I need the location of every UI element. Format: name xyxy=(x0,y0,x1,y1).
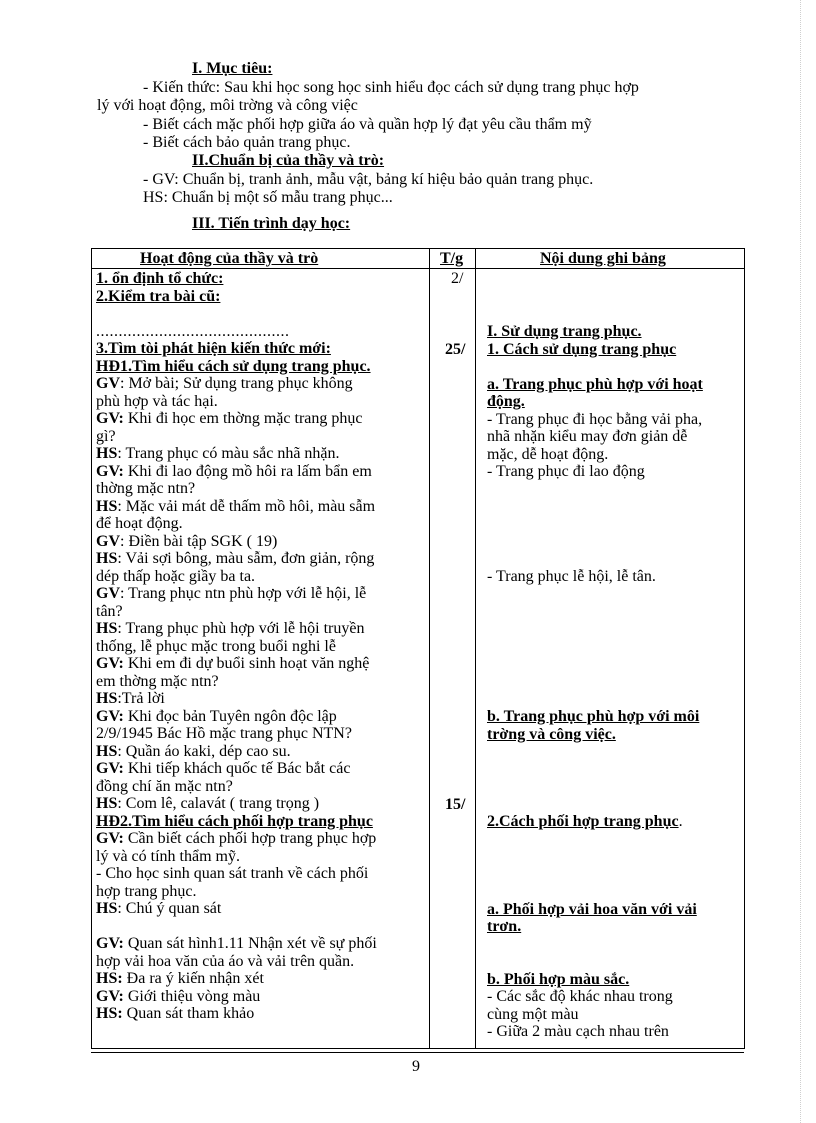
speaker-label: HS xyxy=(96,690,118,707)
column-header-content: Nội dung ghi bảng xyxy=(540,250,666,267)
blank-line xyxy=(487,358,741,376)
activity-text: hợp vải hoa văn của áo và vải trên quần. xyxy=(96,952,355,970)
activity-line xyxy=(96,655,426,673)
table-bottom-line-double xyxy=(91,1052,744,1053)
activity-column xyxy=(96,270,426,1023)
speaker-label: GV: xyxy=(96,987,124,1005)
content-line xyxy=(487,726,741,744)
objective-line: - Biết cách bảo quản trang phục. xyxy=(143,134,351,151)
activity-line xyxy=(96,428,426,446)
activity-line xyxy=(96,1005,426,1023)
speaker-label: HS xyxy=(96,620,118,637)
content-line xyxy=(487,463,741,481)
page-number: 9 xyxy=(412,1058,420,1075)
activity-text: : Điền bài tập SGK ( 19) xyxy=(120,532,278,550)
speaker-label: HS xyxy=(96,742,118,760)
activity-text: Giới thiệu vòng màu xyxy=(123,987,261,1005)
blank-line xyxy=(487,796,741,814)
activity-line xyxy=(96,463,426,481)
activity-line xyxy=(96,270,426,288)
blank-line xyxy=(487,516,741,534)
speaker-label: HS xyxy=(96,795,118,812)
content-line xyxy=(487,708,741,726)
activity-text: Khi đi lao động mồ hôi ra lấm bẩn em xyxy=(123,462,372,480)
activity-line xyxy=(96,690,426,708)
speaker-label: HS: xyxy=(96,1005,123,1022)
time-value: 2/ xyxy=(451,270,464,287)
blank-line xyxy=(487,883,741,901)
content-text: 2.Cách phối hợp trang phục xyxy=(487,813,679,830)
activity-line xyxy=(96,340,426,358)
activity-line xyxy=(96,883,426,901)
speaker-label: GV: xyxy=(96,760,124,777)
speaker-label: GV: xyxy=(96,410,124,427)
activity-text: 2.Kiểm tra bài cũ: xyxy=(96,287,221,305)
blank-line xyxy=(487,866,741,884)
activity-line xyxy=(96,375,426,393)
content-text: - Trang phục lễ hội, lễ tân. xyxy=(487,568,656,585)
activity-text: hợp trang phục. xyxy=(96,882,197,900)
activity-text: HĐ1.Tìm hiểu cách sử dụng trang phục. xyxy=(96,357,371,375)
content-line xyxy=(487,323,741,341)
content-text: a. Phối hợp vải hoa văn với vải xyxy=(487,900,697,918)
activity-line xyxy=(96,988,426,1006)
activity-text: :Trả lời xyxy=(117,690,165,707)
activity-text: : Trang phục phù hợp với lễ hội truyền xyxy=(117,620,365,637)
activity-line xyxy=(96,550,426,568)
content-text: trờng và công việc. xyxy=(487,725,616,743)
content-line xyxy=(487,446,741,464)
objective-line: lý với hoạt động, môi trờng và công việc xyxy=(97,97,358,114)
content-text: nhã nhặn kiểu may đơn giản dễ xyxy=(487,428,688,445)
speaker-label: HS: xyxy=(96,970,123,987)
blank-line xyxy=(487,848,741,866)
activity-text: thờng mặc ntn? xyxy=(96,480,196,497)
section1-title: I. Mục tiêu: xyxy=(192,60,273,77)
column-divider xyxy=(429,248,430,1048)
blank-line xyxy=(487,603,741,621)
speaker-label: HS xyxy=(96,550,118,567)
blank-line xyxy=(487,691,741,709)
activity-text: HĐ2.Tìm hiểu cách phối hợp trang phục xyxy=(96,812,373,830)
activity-line xyxy=(96,830,426,848)
speaker-label: HS xyxy=(96,445,118,462)
activity-line xyxy=(96,795,426,813)
table-bottom-line xyxy=(91,1048,744,1049)
activity-line xyxy=(96,603,426,621)
content-line xyxy=(487,411,741,429)
content-line xyxy=(487,376,741,394)
speaker-label: GV: xyxy=(96,707,124,725)
activity-line xyxy=(96,708,426,726)
activity-line xyxy=(96,585,426,603)
speaker-label: GV: xyxy=(96,462,124,480)
column-divider xyxy=(475,248,476,1048)
activity-text: ........................................... xyxy=(96,322,290,340)
section2-title: II.Chuẩn bị của thầy và trò: xyxy=(192,152,385,169)
activity-line xyxy=(96,445,426,463)
activity-line xyxy=(96,778,426,796)
blank-line xyxy=(487,656,741,674)
blank-line xyxy=(487,778,741,796)
activity-text: : Mở bài; Sử dụng trang phục không xyxy=(120,375,353,392)
speaker-label: HS xyxy=(96,497,118,515)
activity-line xyxy=(96,673,426,691)
activity-line xyxy=(96,900,426,918)
blank-line xyxy=(487,533,741,551)
content-text: a. Trang phục phù hợp với hoạt xyxy=(487,375,703,393)
content-text: b. Trang phục phù hợp với môi xyxy=(487,708,700,725)
activity-text: Quan sát tham khảo xyxy=(122,1005,255,1022)
activity-text: 1. ổn định tổ chức: xyxy=(96,270,224,287)
activity-text: - Cho học sinh quan sát tranh về cách phối xyxy=(96,865,369,882)
time-value: 25/ xyxy=(445,341,466,358)
activity-line xyxy=(96,568,426,586)
blank-line xyxy=(487,743,741,761)
content-line xyxy=(487,1023,741,1041)
content-text: b. Phối hợp màu sắc. xyxy=(487,970,630,988)
blank-line xyxy=(487,761,741,779)
content-line xyxy=(487,341,741,359)
blank-line xyxy=(487,831,741,849)
activity-text: Khi đọc bản Tuyên ngôn độc lập xyxy=(123,707,337,725)
activity-text: Khi đi học em thờng mặc trang phục xyxy=(123,410,363,427)
speaker-label: GV: xyxy=(96,830,124,847)
speaker-label: GV xyxy=(96,532,120,550)
objective-line: - Kiến thức: Sau khi học song học sinh hiểu đọc cách sử dụng trang phục hợp xyxy=(143,79,639,96)
blank-line xyxy=(96,918,426,936)
preparation-line: HS: Chuẩn bị một số mẫu trang phục... xyxy=(143,189,393,206)
activity-line xyxy=(96,480,426,498)
content-text: - Trang phục đi học bằng vải pha, xyxy=(487,410,703,428)
activity-text: : Com lê, calavát ( trang trọng ) xyxy=(117,795,320,812)
activity-text: : Trang phục có màu sắc nhã nhặn. xyxy=(117,445,340,462)
activity-text: lý và có tính thẩm mỹ. xyxy=(96,847,240,865)
section3-title: III. Tiến trình dạy học: xyxy=(192,215,351,232)
preparation-line: - GV: Chuẩn bị, tranh ảnh, mẫu vật, bảng kí hiệu bảo quản trang phục. xyxy=(143,171,594,188)
activity-line xyxy=(96,848,426,866)
blank-line xyxy=(487,621,741,639)
activity-line xyxy=(96,725,426,743)
activity-line xyxy=(96,743,426,761)
activity-text: : Vải sợi bông, màu sẫm, đơn giản, rộng xyxy=(117,550,375,567)
activity-line xyxy=(96,498,426,516)
blank-line xyxy=(487,673,741,691)
activity-line xyxy=(96,620,426,638)
activity-text: : Quần áo kaki, dép cao su. xyxy=(117,742,291,760)
blank-line xyxy=(487,481,741,499)
activity-line xyxy=(96,515,426,533)
activity-text: đồng chí ăn mặc ntn? xyxy=(96,777,233,795)
activity-text: phù hợp và tác hại. xyxy=(96,392,218,410)
blank-line xyxy=(487,638,741,656)
activity-line xyxy=(96,393,426,411)
content-line xyxy=(487,813,741,831)
activity-line xyxy=(96,935,426,953)
content-text: cùng một màu xyxy=(487,1005,579,1023)
content-line xyxy=(487,988,741,1006)
activity-line xyxy=(96,970,426,988)
content-line xyxy=(487,428,741,446)
activity-text: Khi tiếp khách quốc tế Bác bắt các xyxy=(123,760,351,777)
activity-text: : Trang phục ntn phù hợp với lễ hội, lễ xyxy=(120,585,367,602)
content-line xyxy=(487,971,741,989)
speaker-label: GV xyxy=(96,585,120,602)
blank-line xyxy=(487,551,741,569)
content-line xyxy=(487,1006,741,1024)
activity-line xyxy=(96,410,426,428)
activity-line xyxy=(96,953,426,971)
activity-text: Quan sát hình1.11 Nhận xét về sự phối xyxy=(123,935,377,952)
activity-text: : Mặc vải mát dễ thấm mồ hôi, màu sẫm xyxy=(117,497,376,515)
content-line xyxy=(487,568,741,586)
blank-line xyxy=(487,586,741,604)
content-line xyxy=(487,918,741,936)
speaker-label: GV: xyxy=(96,935,124,952)
activity-text: tân? xyxy=(96,602,123,620)
speaker-label: GV xyxy=(96,375,120,392)
activity-text: dép thấp hoặc giầy ba ta. xyxy=(96,567,256,585)
speaker-label: HS xyxy=(96,900,118,917)
activity-text: Khi em đi dự buổi sinh hoạt văn nghệ xyxy=(123,655,370,672)
activity-line xyxy=(96,358,426,376)
blank-line xyxy=(487,953,741,971)
activity-text: Đa ra ý kiến nhận xét xyxy=(122,970,264,987)
content-text: I. Sử dụng trang phục. xyxy=(487,323,642,340)
blank-line xyxy=(487,498,741,516)
activity-text: : Chú ý quan sát xyxy=(117,900,222,917)
column-header-time: T/g xyxy=(440,250,464,267)
content-text: - Giữa 2 màu cạch nhau trên xyxy=(487,1023,669,1040)
activity-line xyxy=(96,638,426,656)
content-text: động. xyxy=(487,393,525,410)
content-line xyxy=(487,901,741,919)
blank-line xyxy=(96,305,426,323)
activity-line xyxy=(96,760,426,778)
content-text: mặc, dễ hoạt động. xyxy=(487,445,609,463)
content-text: - Các sắc độ khác nhau trong xyxy=(487,988,673,1005)
activity-line xyxy=(96,533,426,551)
objective-line: - Biết cách mặc phối hợp giữa áo và quần hợp lý đạt yêu cầu thẩm mỹ xyxy=(143,116,592,133)
content-text: 1. Cách sử dụng trang phục xyxy=(487,340,677,358)
activity-text: thống, lễ phục mặc trong buổi nghi lễ xyxy=(96,637,336,655)
content-text: - Trang phục đi lao động xyxy=(487,463,645,480)
activity-line xyxy=(96,865,426,883)
activity-text: em thờng mặc ntn? xyxy=(96,672,219,690)
activity-text: Cần biết cách phối hợp trang phục hợp xyxy=(123,830,377,847)
content-line xyxy=(487,393,741,411)
column-header-activity: Hoạt động của thầy và trò xyxy=(140,250,319,267)
header-row-divider xyxy=(91,268,744,269)
activity-text: 2/9/1945 Bác Hồ mặc trang phục NTN? xyxy=(96,725,352,742)
page-edge xyxy=(800,0,801,1123)
activity-line xyxy=(96,288,426,306)
time-value: 15/ xyxy=(445,796,466,813)
content-column xyxy=(487,323,741,1041)
blank-line xyxy=(487,936,741,954)
content-tail: . xyxy=(678,813,683,830)
activity-text: để hoạt động. xyxy=(96,515,183,532)
speaker-label: GV: xyxy=(96,655,124,672)
activity-text: 3.Tìm tòi phát hiện kiến thức mới: xyxy=(96,340,331,357)
activity-text: gì? xyxy=(96,427,116,445)
activity-line xyxy=(96,323,426,341)
content-text: trơn. xyxy=(487,918,522,935)
activity-line xyxy=(96,813,426,831)
